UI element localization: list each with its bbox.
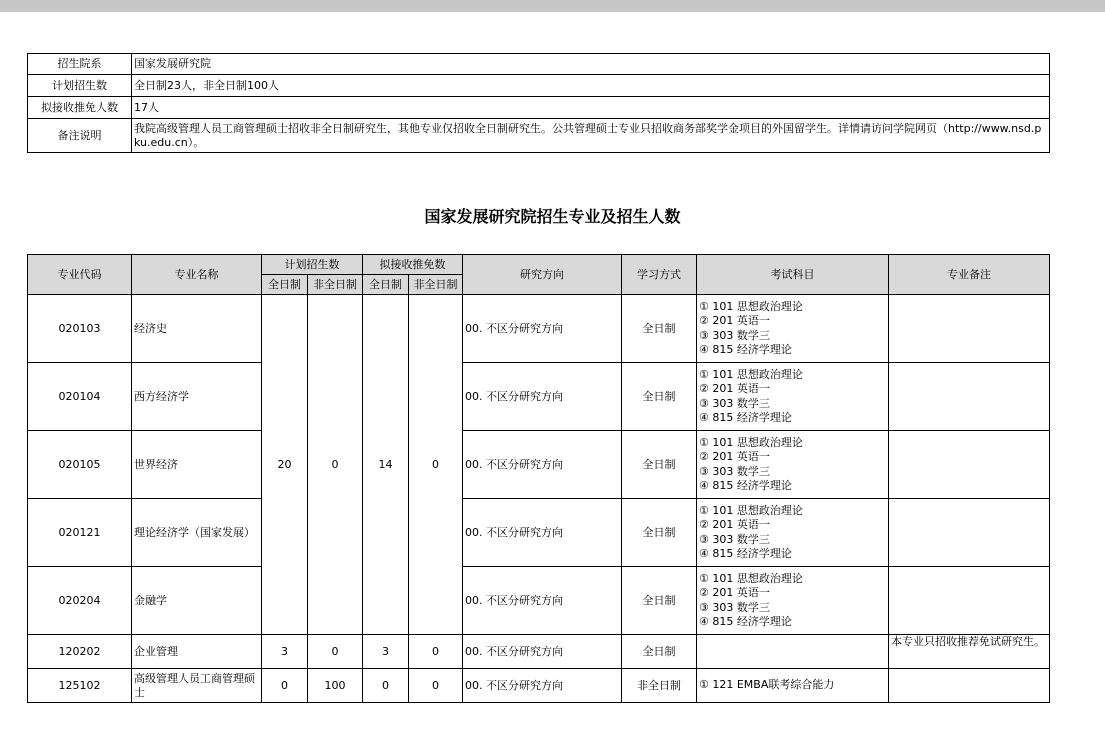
exam-subject: ② 201 英语一 <box>699 518 770 531</box>
exempt-parttime: 0 <box>409 635 463 669</box>
exam-subject: ④ 815 经济学理论 <box>699 547 792 560</box>
research-direction: 00. 不区分研究方向 <box>463 669 622 703</box>
info-row-dept <box>28 54 1050 75</box>
dept-label: 招生院系 <box>28 54 132 75</box>
plan-value: 全日制23人，非全日制100人 <box>132 75 1050 97</box>
exempt-value: 17人 <box>132 97 1050 119</box>
info-row-plan <box>28 75 1050 97</box>
plan-fulltime: 0 <box>262 669 308 703</box>
col-header-plan-parttime: 非全日制 <box>308 275 363 295</box>
major-code: 020204 <box>28 567 132 635</box>
majors-table <box>27 254 1050 703</box>
exam-subjects <box>697 499 889 567</box>
major-name: 高级管理人员工商管理硕士 <box>132 669 262 703</box>
table-row <box>28 363 1050 431</box>
exam-subject: ② 201 英语一 <box>699 450 770 463</box>
exam-subject: ② 201 英语一 <box>699 314 770 327</box>
note-value: 我院高级管理人员工商管理硕士招收非全日制研究生，其他专业仅招收全日制研究生。公共管理硕士专业只招收商务部奖学金项目的外国留学生。详情请访问学院网页（http://www.nsd.pku.edu.cn）。 <box>132 119 1050 153</box>
col-header-exempt-fulltime: 全日制 <box>363 275 409 295</box>
col-header-plan: 计划招生数 <box>262 255 363 275</box>
merged-plan-parttime: 0 <box>308 295 363 635</box>
table-row <box>28 295 1050 363</box>
research-direction: 00. 不区分研究方向 <box>463 499 622 567</box>
major-code: 120202 <box>28 635 132 669</box>
table-row <box>28 669 1050 703</box>
study-mode: 非全日制 <box>622 669 697 703</box>
col-header-plan-fulltime: 全日制 <box>262 275 308 295</box>
page-title: 国家发展研究院招生专业及招生人数 <box>424 207 681 226</box>
major-remark <box>889 567 1050 635</box>
note-label: 备注说明 <box>28 119 132 153</box>
exam-subject: ③ 303 数学三 <box>699 396 770 410</box>
table-row <box>28 431 1050 499</box>
exam-subject: ① 101 思想政治理论 <box>699 299 803 313</box>
top-gray-bar <box>0 0 1105 12</box>
merged-exempt-fulltime: 14 <box>363 295 409 635</box>
study-mode: 全日制 <box>622 295 697 363</box>
major-code: 125102 <box>28 669 132 703</box>
merged-plan-fulltime: 20 <box>262 295 308 635</box>
study-mode: 全日制 <box>622 635 697 669</box>
exam-subject: ① 101 思想政治理论 <box>699 435 803 449</box>
major-code: 020103 <box>28 295 132 363</box>
table-row <box>28 499 1050 567</box>
col-header-mode: 学习方式 <box>622 255 697 295</box>
major-name: 金融学 <box>132 567 262 635</box>
exam-subject: ③ 303 数学三 <box>699 532 770 546</box>
major-remark <box>889 295 1050 363</box>
exam-subjects <box>697 431 889 499</box>
col-header-subjects: 考试科目 <box>697 255 889 295</box>
table-row <box>28 635 1050 669</box>
major-name: 企业管理 <box>132 635 262 669</box>
col-header-remark: 专业备注 <box>889 255 1050 295</box>
major-name: 理论经济学（国家发展） <box>132 499 262 567</box>
merged-exempt-parttime: 0 <box>409 295 463 635</box>
exempt-label: 拟接收推免人数 <box>28 97 132 119</box>
plan-parttime: 100 <box>308 669 363 703</box>
study-mode: 全日制 <box>622 499 697 567</box>
major-remark: 本专业只招收推荐免试研究生。 <box>889 635 1050 669</box>
exempt-parttime: 0 <box>409 669 463 703</box>
study-mode: 全日制 <box>622 363 697 431</box>
col-header-exempt: 拟接收推免数 <box>363 255 463 275</box>
major-name: 经济史 <box>132 295 262 363</box>
major-remark <box>889 363 1050 431</box>
plan-label: 计划招生数 <box>28 75 132 97</box>
table-row <box>28 567 1050 635</box>
research-direction: 00. 不区分研究方向 <box>463 635 622 669</box>
major-remark <box>889 669 1050 703</box>
major-remark <box>889 431 1050 499</box>
research-direction: 00. 不区分研究方向 <box>463 363 622 431</box>
exempt-fulltime: 3 <box>363 635 409 669</box>
col-header-code: 专业代码 <box>28 255 132 295</box>
research-direction: 00. 不区分研究方向 <box>463 431 622 499</box>
major-name: 世界经济 <box>132 431 262 499</box>
major-code: 020105 <box>28 431 132 499</box>
col-header-direction: 研究方向 <box>463 255 622 295</box>
dept-value: 国家发展研究院 <box>132 54 1050 75</box>
exam-subject: ④ 815 经济学理论 <box>699 479 792 492</box>
col-header-exempt-parttime: 非全日制 <box>409 275 463 295</box>
exam-subjects <box>697 669 889 703</box>
exam-subject: ③ 303 数学三 <box>699 464 770 478</box>
plan-parttime: 0 <box>308 635 363 669</box>
info-row-note <box>28 119 1050 153</box>
header-row-1 <box>28 255 1050 275</box>
exam-subjects <box>697 363 889 431</box>
col-header-name: 专业名称 <box>132 255 262 295</box>
exam-subject: ④ 815 经济学理论 <box>699 615 792 628</box>
exempt-fulltime: 0 <box>363 669 409 703</box>
exam-subject: ① 101 思想政治理论 <box>699 571 803 585</box>
info-row-exempt <box>28 97 1050 119</box>
exam-subject: ② 201 英语一 <box>699 586 770 599</box>
research-direction: 00. 不区分研究方向 <box>463 567 622 635</box>
plan-fulltime: 3 <box>262 635 308 669</box>
exam-subject: ① 101 思想政治理论 <box>699 367 803 381</box>
major-code: 020104 <box>28 363 132 431</box>
exam-subject: ② 201 英语一 <box>699 382 770 395</box>
info-table <box>27 53 1050 153</box>
exam-subject: ③ 303 数学三 <box>699 328 770 342</box>
exam-subject: ④ 815 经济学理论 <box>699 411 792 424</box>
exam-subjects <box>697 295 889 363</box>
exam-subject: ① 101 思想政治理论 <box>699 503 803 517</box>
major-code: 020121 <box>28 499 132 567</box>
study-mode: 全日制 <box>622 567 697 635</box>
exam-subject: ① 121 EMBA联考综合能力 <box>699 678 835 692</box>
exam-subjects <box>697 635 889 669</box>
research-direction: 00. 不区分研究方向 <box>463 295 622 363</box>
exam-subject: ④ 815 经济学理论 <box>699 343 792 356</box>
major-name: 西方经济学 <box>132 363 262 431</box>
exam-subject: ③ 303 数学三 <box>699 600 770 614</box>
exam-subjects <box>697 567 889 635</box>
study-mode: 全日制 <box>622 431 697 499</box>
major-remark <box>889 499 1050 567</box>
